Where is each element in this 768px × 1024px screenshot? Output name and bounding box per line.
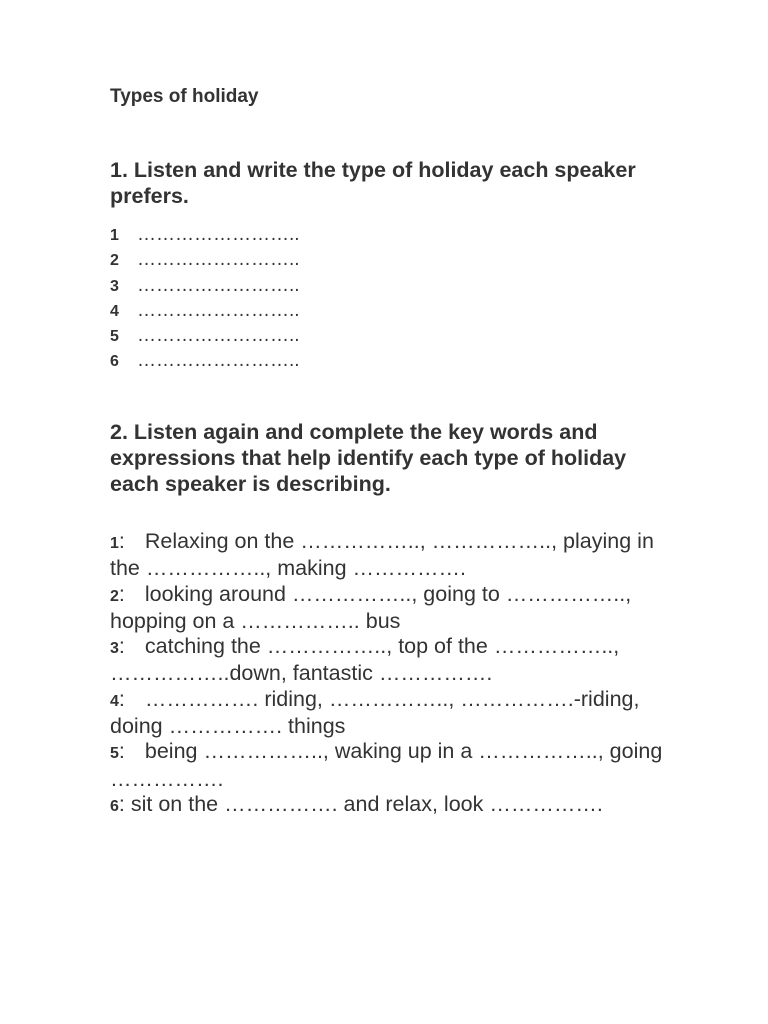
item-number: 6 xyxy=(110,797,119,815)
item-separator: : xyxy=(118,791,131,816)
section-2-item-list xyxy=(110,529,670,819)
key-words-item xyxy=(110,582,670,635)
answer-line xyxy=(110,323,300,348)
item-number: 6 xyxy=(110,353,119,371)
section-1-heading: 1. Listen and write the type of holiday each speaker prefers. xyxy=(110,158,636,208)
item-text: sit on the ……………. and relax, look ……………. xyxy=(130,791,603,816)
answer-blank: …………………….. xyxy=(137,325,300,347)
item-text: being …………….., waking up in a …………….., going ……………. xyxy=(110,739,663,791)
key-words-item xyxy=(110,739,670,792)
item-text: ……………. riding, …………….., …………….-riding, doing ……………. things xyxy=(110,686,640,739)
item-number: 2 xyxy=(110,587,119,605)
answer-line xyxy=(110,298,300,323)
answer-line xyxy=(110,348,300,373)
answer-blank: …………………….. xyxy=(137,224,300,245)
key-words-item xyxy=(110,687,670,740)
item-text: looking around …………….., going to …………….., hopping on a …………….. bus xyxy=(110,581,632,633)
item-text: Relaxing on the …………….., …………….., playing in the …………….., making ……………. xyxy=(110,529,654,581)
item-number: 1 xyxy=(110,227,119,244)
document-title: Types of holiday xyxy=(110,86,259,107)
item-separator: : xyxy=(118,739,125,764)
item-separator: : xyxy=(118,581,125,606)
key-words-item xyxy=(110,529,670,582)
key-words-item xyxy=(110,634,670,687)
item-number: 4 xyxy=(110,302,119,320)
answer-blank: …………………….. xyxy=(137,274,300,296)
answer-line xyxy=(110,222,300,247)
item-separator: : xyxy=(118,529,125,553)
section-2-heading: 2. Listen again and complete the key words and expressions that help identify each type of holiday each speaker is describing. xyxy=(110,420,627,496)
answer-blank: …………………….. xyxy=(137,299,300,321)
answer-line xyxy=(110,247,300,272)
item-number: 2 xyxy=(110,252,119,270)
answer-blank: …………………….. xyxy=(137,350,300,372)
item-number: 1 xyxy=(110,535,119,552)
answer-blank: …………………….. xyxy=(137,249,300,271)
item-number: 3 xyxy=(110,277,119,295)
item-number: 4 xyxy=(110,692,119,710)
key-words-item xyxy=(110,792,670,819)
section-1-answer-list xyxy=(110,222,300,374)
item-number: 5 xyxy=(110,328,119,346)
answer-line xyxy=(110,273,300,298)
item-number: 3 xyxy=(110,640,119,658)
item-separator: : xyxy=(118,686,125,711)
item-number: 5 xyxy=(110,745,119,763)
item-text: catching the …………….., top of the …………….., ……………..down, fantastic ……………. xyxy=(110,634,620,686)
item-separator: : xyxy=(118,634,125,659)
